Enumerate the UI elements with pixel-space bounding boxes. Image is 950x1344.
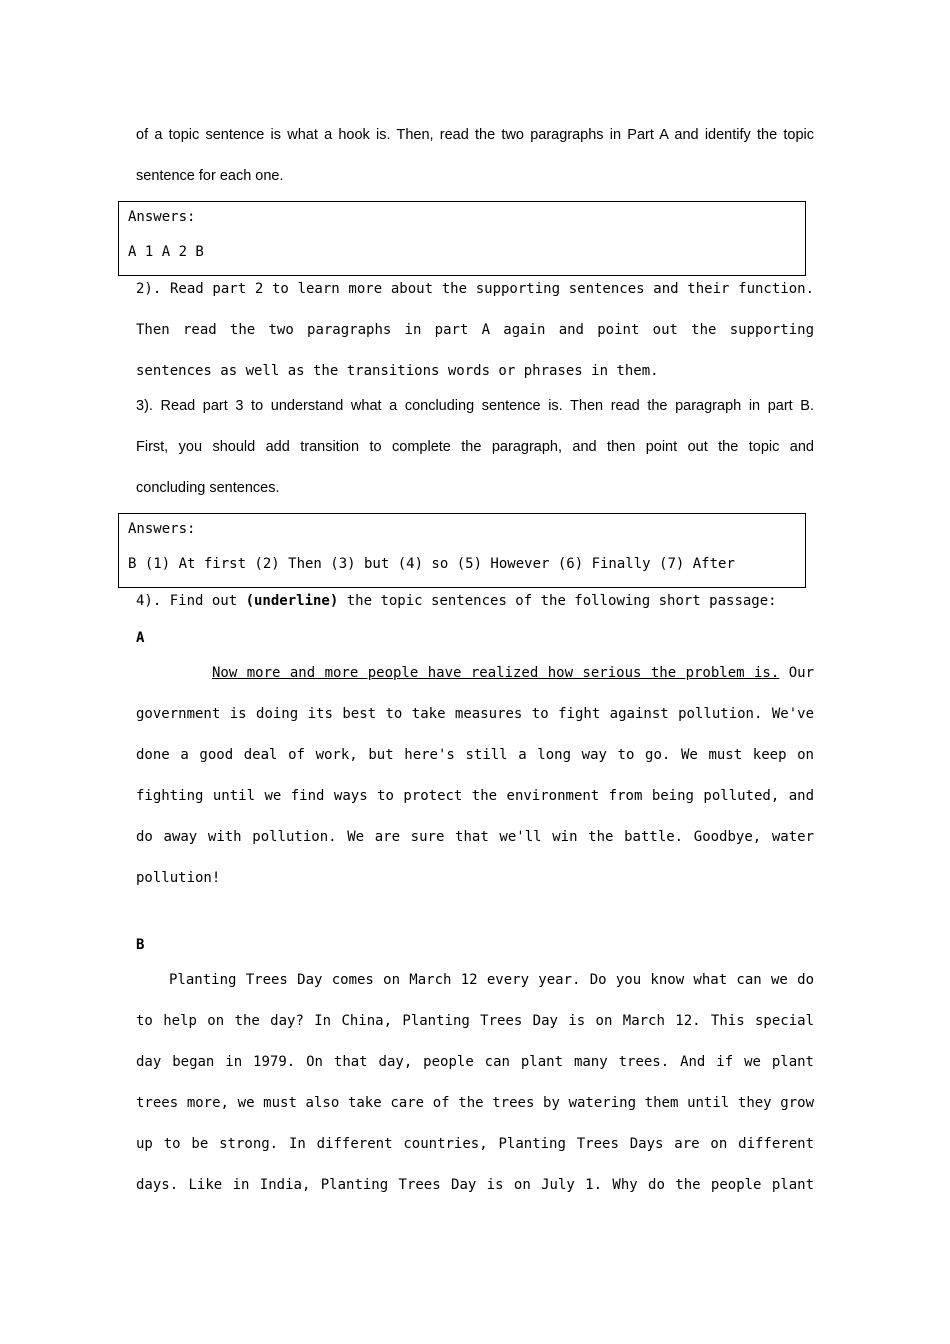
passage-a <box>136 653 814 899</box>
answers-label: Answers: <box>128 209 196 225</box>
task-4-paragraph <box>136 581 814 622</box>
passage-a-line-5: do away with pollution. We are sure that we'll win the battle. Goodbye, water <box>136 829 814 845</box>
intro-line-2: sentence for each one. <box>136 168 284 184</box>
intro-paragraph <box>136 115 814 197</box>
passage-b-line-4: trees more, we must also take care of the trees by watering them until they grow <box>136 1095 814 1111</box>
intro-line-1: of a topic sentence is what a hook is. Then, read the two paragraphs in Part A and identify the topic <box>136 127 814 143</box>
passage-a-line-4: fighting until we find ways to protect the environment from being polluted, and <box>136 788 814 804</box>
passage-b-heading: B <box>136 937 145 953</box>
passage-b-line-2: to help on the day? In China, Planting Trees Day is on March 12. This special <box>136 1013 814 1029</box>
task-3-line-3: concluding sentences. <box>136 480 280 496</box>
task-3-line-2: First, you should add transition to complete the paragraph, and then point out the topic and <box>136 439 814 455</box>
passage-b <box>136 960 814 1206</box>
answers-box-2 <box>118 513 806 588</box>
passage-a-line-3: done a good deal of work, but here's still a long way to go. We must keep on <box>136 747 814 763</box>
task-3-line-1: 3). Read part 3 to understand what a concluding sentence is. Then read the paragraph in part B. <box>136 398 814 414</box>
task-2-line-3: sentences as well as the transitions words or phrases in them. <box>136 363 659 379</box>
task-2-line-1: 2). Read part 2 to learn more about the supporting sentences and their function. <box>136 281 814 297</box>
passage-a-line-2: government is doing its best to take measures to fight against pollution. We've <box>136 706 814 722</box>
passage-a-line-1-rest: Our <box>779 665 814 681</box>
task-2-paragraph <box>136 269 814 392</box>
task-4-line <box>136 581 814 622</box>
answers-box-1 <box>118 201 806 276</box>
passage-b-line-3: day began in 1979. On that day, people can plant many trees. And if we plant <box>136 1054 814 1070</box>
passage-b-line-5: up to be strong. In different countries, Planting Trees Days are on different <box>136 1136 814 1152</box>
task-2-line-2: Then read the two paragraphs in part A again and point out the supporting <box>136 322 814 338</box>
task-3-paragraph <box>136 386 814 509</box>
passage-a-heading: A <box>136 630 145 646</box>
passage-a-topic-sentence: Now more and more people have realized how serious the problem is. <box>212 665 780 681</box>
passage-b-line-1: Planting Trees Day comes on March 12 every year. Do you know what can we do <box>169 972 814 988</box>
answers-value: A 1 A 2 B <box>128 244 204 260</box>
passage-b-line-6: days. Like in India, Planting Trees Day is on July 1. Why do the people plant <box>136 1177 814 1193</box>
answers-value: B (1) At first (2) Then (3) but (4) so (5) However (6) Finally (7) After <box>128 556 735 572</box>
task-4-suffix: the topic sentences of the following short passage: <box>338 593 777 609</box>
task-4-emphasis: (underline) <box>245 593 339 609</box>
passage-a-line-1 <box>136 653 814 694</box>
answers-label: Answers: <box>128 521 196 537</box>
passage-a-line-6: pollution! <box>136 870 221 886</box>
task-4-prefix: 4). Find out <box>136 593 246 609</box>
